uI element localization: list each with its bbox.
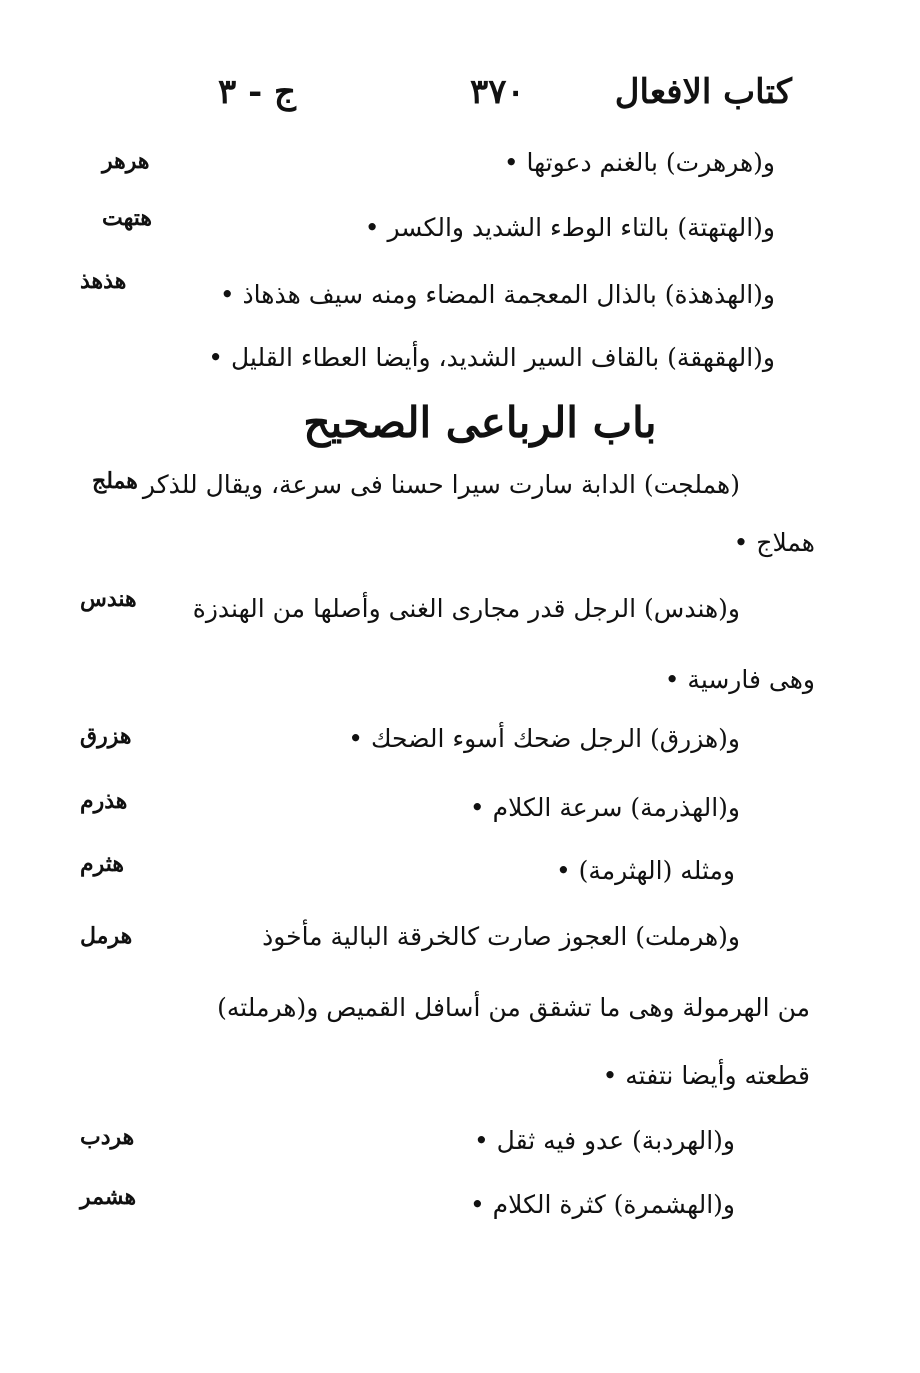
volume-label: ج - ٣ bbox=[218, 72, 296, 112]
text-line: هملاج • bbox=[733, 528, 815, 557]
margin-word: هملج bbox=[92, 468, 138, 494]
text-line: و(هندس) الرجل قدر مجارى الغنى وأصلها من الهندزة bbox=[192, 594, 740, 623]
section-heading: باب الرباعى الصحيح bbox=[303, 398, 657, 447]
text-line: (هملجت) الدابة سارت سيرا حسنا فى سرعة، ويقال للذكر bbox=[142, 470, 740, 499]
text-line: و(الهذهذة) بالذال المعجمة المضاء ومنه سيف هذهاذ • bbox=[219, 280, 775, 309]
text-line: و(الهتهتة) بالتاء الوطء الشديد والكسر • bbox=[364, 213, 775, 242]
text-line: و(هرهرت) بالغنم دعوتها • bbox=[503, 148, 775, 177]
text-line: ومثله (الهثرمة) • bbox=[555, 856, 735, 885]
margin-word: هرهر bbox=[102, 148, 150, 174]
text-line: و(هرملت) العجوز صارت كالخرقة البالية مأخوذ bbox=[262, 922, 740, 951]
text-line: و(الهقهقة) بالقاف السير الشديد، وأيضا العطاء القليل • bbox=[208, 343, 775, 372]
margin-word: هذهذ bbox=[80, 268, 127, 294]
text-line: و(الهذرمة) سرعة الكلام • bbox=[469, 793, 740, 822]
margin-word: هثرم bbox=[80, 851, 124, 877]
text-line: قطعته وأيضا نتفته • bbox=[602, 1061, 810, 1090]
margin-word: هذرم bbox=[80, 788, 128, 814]
text-line: و(الهشمرة) كثرة الكلام • bbox=[469, 1190, 735, 1219]
margin-word: هرمل bbox=[80, 923, 133, 949]
text-line: و(هزرق) الرجل ضحك أسوء الضحك • bbox=[348, 724, 740, 753]
margin-word: هشمر bbox=[80, 1184, 137, 1210]
margin-word: هردب bbox=[80, 1124, 135, 1150]
text-line: وهى فارسية • bbox=[664, 665, 815, 694]
page-number: ٣٧٠ bbox=[470, 72, 525, 112]
text-line: و(الهردبة) عدو فيه ثقل • bbox=[473, 1126, 735, 1155]
margin-word: هتهت bbox=[102, 205, 152, 231]
margin-word: هندس bbox=[80, 586, 137, 612]
page-header bbox=[0, 72, 920, 122]
text-line: من الهرمولة وهى ما تشقق من أسافل القميص و(هرملته) bbox=[217, 993, 810, 1022]
margin-word: هزرق bbox=[80, 723, 132, 749]
book-title: كتاب الافعال bbox=[614, 72, 792, 112]
